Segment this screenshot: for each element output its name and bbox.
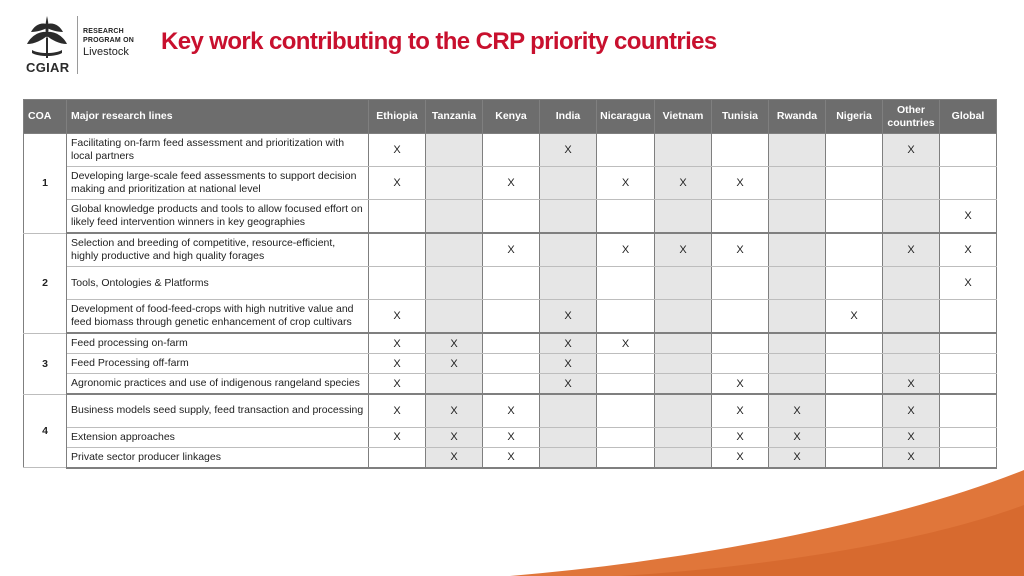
mark-cell [769, 167, 826, 200]
mark-cell: X [712, 167, 769, 200]
table-row [24, 267, 997, 300]
research-line: Developing large-scale feed assessments to support decision making and prioritization at national level [67, 167, 369, 200]
mark-cell: X [712, 374, 769, 395]
mark-cell [655, 300, 712, 334]
logo-line-program: PROGRAM ON [83, 37, 134, 44]
mark-cell [940, 427, 997, 447]
mark-cell [540, 200, 597, 234]
mark-cell: X [883, 447, 940, 468]
table-row [24, 394, 997, 427]
table-row [24, 447, 997, 468]
mark-cell [655, 354, 712, 374]
wheat-emblem-icon [22, 14, 72, 60]
mark-cell: X [540, 134, 597, 167]
logo-line-livestock: Livestock [83, 46, 129, 58]
mark-cell: X [483, 447, 540, 468]
logo-program-text [83, 27, 134, 57]
research-line: Development of food-feed-crops with high nutritive value and feed biomass through genetic enhancement of crop cultivars [67, 300, 369, 334]
header-country-nicaragua: Nicaragua [597, 100, 655, 134]
mark-cell [426, 233, 483, 267]
table-header [24, 100, 997, 134]
mark-cell [826, 200, 883, 234]
mark-cell [940, 447, 997, 468]
mark-cell: X [769, 427, 826, 447]
mark-cell: X [369, 300, 426, 334]
mark-cell [426, 374, 483, 395]
research-line: Facilitating on-farm feed assessment and prioritization with local partners [67, 134, 369, 167]
header-country-vietnam: Vietnam [655, 100, 712, 134]
coa-number: 1 [24, 134, 67, 234]
header-country-tanzania: Tanzania [426, 100, 483, 134]
header-country-india: India [540, 100, 597, 134]
mark-cell [540, 233, 597, 267]
mark-cell [826, 394, 883, 427]
mark-cell [940, 167, 997, 200]
mark-cell [597, 200, 655, 234]
mark-cell: X [540, 333, 597, 354]
mark-cell [826, 354, 883, 374]
table-row [24, 167, 997, 200]
mark-cell: X [540, 374, 597, 395]
mark-cell: X [769, 394, 826, 427]
mark-cell [769, 200, 826, 234]
mark-cell [712, 134, 769, 167]
mark-cell [769, 300, 826, 334]
mark-cell [940, 354, 997, 374]
mark-cell [826, 267, 883, 300]
mark-cell [540, 267, 597, 300]
mark-cell: X [883, 233, 940, 267]
header-coa: COA [24, 100, 67, 134]
mark-cell [769, 333, 826, 354]
mark-cell [597, 354, 655, 374]
mark-cell: X [883, 394, 940, 427]
mark-cell [883, 267, 940, 300]
header-country-nigeria: Nigeria [826, 100, 883, 134]
mark-cell [940, 394, 997, 427]
research-line: Selection and breeding of competitive, resource-efficient, highly productive and high quality forages [67, 233, 369, 267]
mark-cell: X [483, 394, 540, 427]
mark-cell: X [655, 167, 712, 200]
slide-title: Key work contributing to the CRP priority countries [161, 28, 717, 55]
mark-cell [483, 354, 540, 374]
mark-cell: X [369, 374, 426, 395]
mark-cell [769, 267, 826, 300]
mark-cell: X [940, 233, 997, 267]
research-line: Business models seed supply, feed transaction and processing [67, 394, 369, 427]
mark-cell [712, 354, 769, 374]
mark-cell [769, 354, 826, 374]
mark-cell [597, 300, 655, 334]
mark-cell [655, 200, 712, 234]
mark-cell [883, 167, 940, 200]
mark-cell [712, 200, 769, 234]
mark-cell [540, 427, 597, 447]
mark-cell [826, 233, 883, 267]
mark-cell [712, 300, 769, 334]
table-row [24, 200, 997, 234]
mark-cell [426, 267, 483, 300]
mark-cell [426, 200, 483, 234]
mark-cell: X [426, 333, 483, 354]
coa-number: 2 [24, 233, 67, 333]
mark-cell: X [712, 427, 769, 447]
mark-cell [426, 134, 483, 167]
research-line: Feed Processing off-farm [67, 354, 369, 374]
mark-cell [483, 200, 540, 234]
mark-cell [826, 374, 883, 395]
table-row [24, 300, 997, 334]
logo-divider [77, 16, 78, 74]
research-line: Global knowledge products and tools to allow focused effort on likely feed intervention winners in key geographies [67, 200, 369, 234]
mark-cell: X [369, 354, 426, 374]
mark-cell [883, 200, 940, 234]
cgiar-livestock-logo [22, 14, 152, 76]
mark-cell [940, 134, 997, 167]
mark-cell: X [769, 447, 826, 468]
table-row [24, 233, 997, 267]
logo-line-research: RESEARCH [83, 28, 124, 35]
mark-cell [540, 447, 597, 468]
mark-cell: X [369, 427, 426, 447]
mark-cell [483, 300, 540, 334]
research-line: Tools, Ontologies & Platforms [67, 267, 369, 300]
mark-cell [826, 167, 883, 200]
mark-cell [597, 134, 655, 167]
mark-cell [940, 333, 997, 354]
mark-cell [883, 333, 940, 354]
mark-cell [940, 374, 997, 395]
research-line: Feed processing on-farm [67, 333, 369, 354]
mark-cell [483, 267, 540, 300]
mark-cell [883, 300, 940, 334]
mark-cell: X [540, 300, 597, 334]
mark-cell [483, 333, 540, 354]
mark-cell [712, 267, 769, 300]
mark-cell [597, 427, 655, 447]
mark-cell [940, 300, 997, 334]
mark-cell [826, 333, 883, 354]
mark-cell [655, 374, 712, 395]
mark-cell [655, 427, 712, 447]
mark-cell: X [883, 134, 940, 167]
header-research-lines: Major research lines [67, 100, 369, 134]
mark-cell [712, 333, 769, 354]
mark-cell: X [483, 167, 540, 200]
mark-cell: X [540, 354, 597, 374]
research-line: Private sector producer linkages [67, 447, 369, 468]
mark-cell [769, 374, 826, 395]
mark-cell: X [483, 427, 540, 447]
mark-cell [769, 134, 826, 167]
mark-cell: X [369, 167, 426, 200]
table-body [24, 134, 997, 468]
mark-cell: X [369, 394, 426, 427]
table-row [24, 354, 997, 374]
header-country-kenya: Kenya [483, 100, 540, 134]
mark-cell [369, 267, 426, 300]
mark-cell: X [369, 333, 426, 354]
header-country-global: Global [940, 100, 997, 134]
mark-cell: X [426, 354, 483, 374]
mark-cell [655, 447, 712, 468]
header-country-other-countries: Other countries [883, 100, 940, 134]
mark-cell [655, 394, 712, 427]
mark-cell: X [426, 447, 483, 468]
mark-cell: X [940, 267, 997, 300]
mark-cell: X [483, 233, 540, 267]
mark-cell [369, 200, 426, 234]
mark-cell: X [883, 427, 940, 447]
mark-cell [655, 134, 712, 167]
mark-cell [540, 394, 597, 427]
mark-cell [597, 447, 655, 468]
header-country-rwanda: Rwanda [769, 100, 826, 134]
mark-cell: X [712, 233, 769, 267]
mark-cell: X [883, 374, 940, 395]
header-country-tunisia: Tunisia [712, 100, 769, 134]
mark-cell: X [597, 233, 655, 267]
header-country-ethiopia: Ethiopia [369, 100, 426, 134]
mark-cell: X [597, 333, 655, 354]
priority-countries-table [23, 99, 997, 469]
mark-cell [883, 354, 940, 374]
research-line: Extension approaches [67, 427, 369, 447]
mark-cell [540, 167, 597, 200]
mark-cell [826, 447, 883, 468]
mark-cell: X [426, 427, 483, 447]
mark-cell [597, 267, 655, 300]
mark-cell: X [369, 134, 426, 167]
coa-number: 3 [24, 333, 67, 394]
mark-cell [426, 300, 483, 334]
mark-cell [426, 167, 483, 200]
mark-cell [655, 267, 712, 300]
mark-cell [369, 447, 426, 468]
mark-cell: X [655, 233, 712, 267]
mark-cell [655, 333, 712, 354]
mark-cell: X [826, 300, 883, 334]
mark-cell [483, 374, 540, 395]
mark-cell: X [712, 394, 769, 427]
mark-cell: X [712, 447, 769, 468]
mark-cell: X [597, 167, 655, 200]
mark-cell: X [940, 200, 997, 234]
table-row [24, 427, 997, 447]
table-row [24, 333, 997, 354]
mark-cell: X [426, 394, 483, 427]
mark-cell [597, 374, 655, 395]
mark-cell [826, 134, 883, 167]
research-line: Agronomic practices and use of indigenous rangeland species [67, 374, 369, 395]
mark-cell [369, 233, 426, 267]
mark-cell [483, 134, 540, 167]
mark-cell [769, 233, 826, 267]
table-row [24, 374, 997, 395]
mark-cell [826, 427, 883, 447]
cgiar-wordmark: CGIAR [26, 60, 70, 75]
table-row [24, 134, 997, 167]
coa-number: 4 [24, 394, 67, 468]
mark-cell [597, 394, 655, 427]
